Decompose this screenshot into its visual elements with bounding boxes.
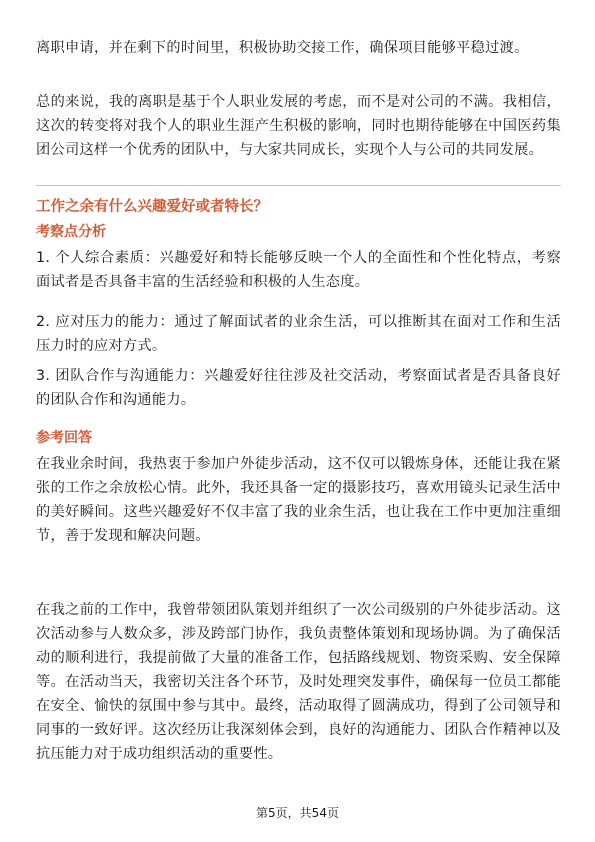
answer-paragraph-2: 在我之前的工作中，我曾带领团队策划并组织了一次公司级别的户外徒步活动。这次活动参与人数众多，涉及跨部门协作，我负责整体策划和现场协调。为了确保活动的顺利进行，我提前做了大量的准备工作，包括路线规划、物资采购、安全保障等。在活动当天，我密切关注各个环节，及时处理突发事件，确保每一位员工都能在安全、愉快的氛围中参与其中。最终，活动取得了圆满成功，得到了公司领导和同事的一致好评。这次经历让我深刻体会到，良好的沟通能力、团队合作精神以及抗压能力对于成功组织活动的重要性。 [36, 602, 561, 762]
section-divider [36, 185, 561, 186]
analysis-point-1: 1. 个人综合素质：兴趣爱好和特长能够反映一个人的全面性和个性化特点，考察面试者是否具备丰富的生活经验和积极的人生态度。 [36, 250, 561, 290]
intro-summary-paragraph: 总的来说，我的离职是基于个人职业发展的考虑，而不是对公司的不满。我相信，这次的转变将对我个人的职业生涯产生积极的影响，同时也期待能够在中国医药集团公司这样一个优秀的团队中，与大家共同成长，实现个人与公司的共同发展。 [36, 94, 561, 158]
answer-heading: 参考回答 [36, 430, 92, 446]
page-number: 第5页，共54页 [256, 806, 339, 820]
analysis-point-2: 2. 应对压力的能力：通过了解面试者的业余生活，可以推断其在面对工作和生活压力时的应对方式。 [36, 314, 561, 354]
answer-paragraph-1: 在我业余时间，我热衷于参加户外徒步活动，这不仅可以锻炼身体，还能让我在紧张的工作之余放松心情。此外，我还具备一定的摄影技巧，喜欢用镜头记录生活中的美好瞬间。这些兴趣爱好不仅丰富了我的业余生活，也让我在工作中更加注重细节，善于发现和解决问题。 [36, 456, 561, 544]
intro-closing-line: 离职申请，并在剩下的时间里，积极协助交接工作，确保项目能够平稳过渡。 [36, 40, 529, 56]
analysis-point-3: 3. 团队合作与沟通能力：兴趣爱好往往涉及社交活动，考察面试者是否具备良好的团队合作和沟通能力。 [36, 368, 561, 408]
analysis-heading: 考察点分析 [36, 224, 106, 240]
question-title: 工作之余有什么兴趣爱好或者特长？ [36, 199, 268, 215]
